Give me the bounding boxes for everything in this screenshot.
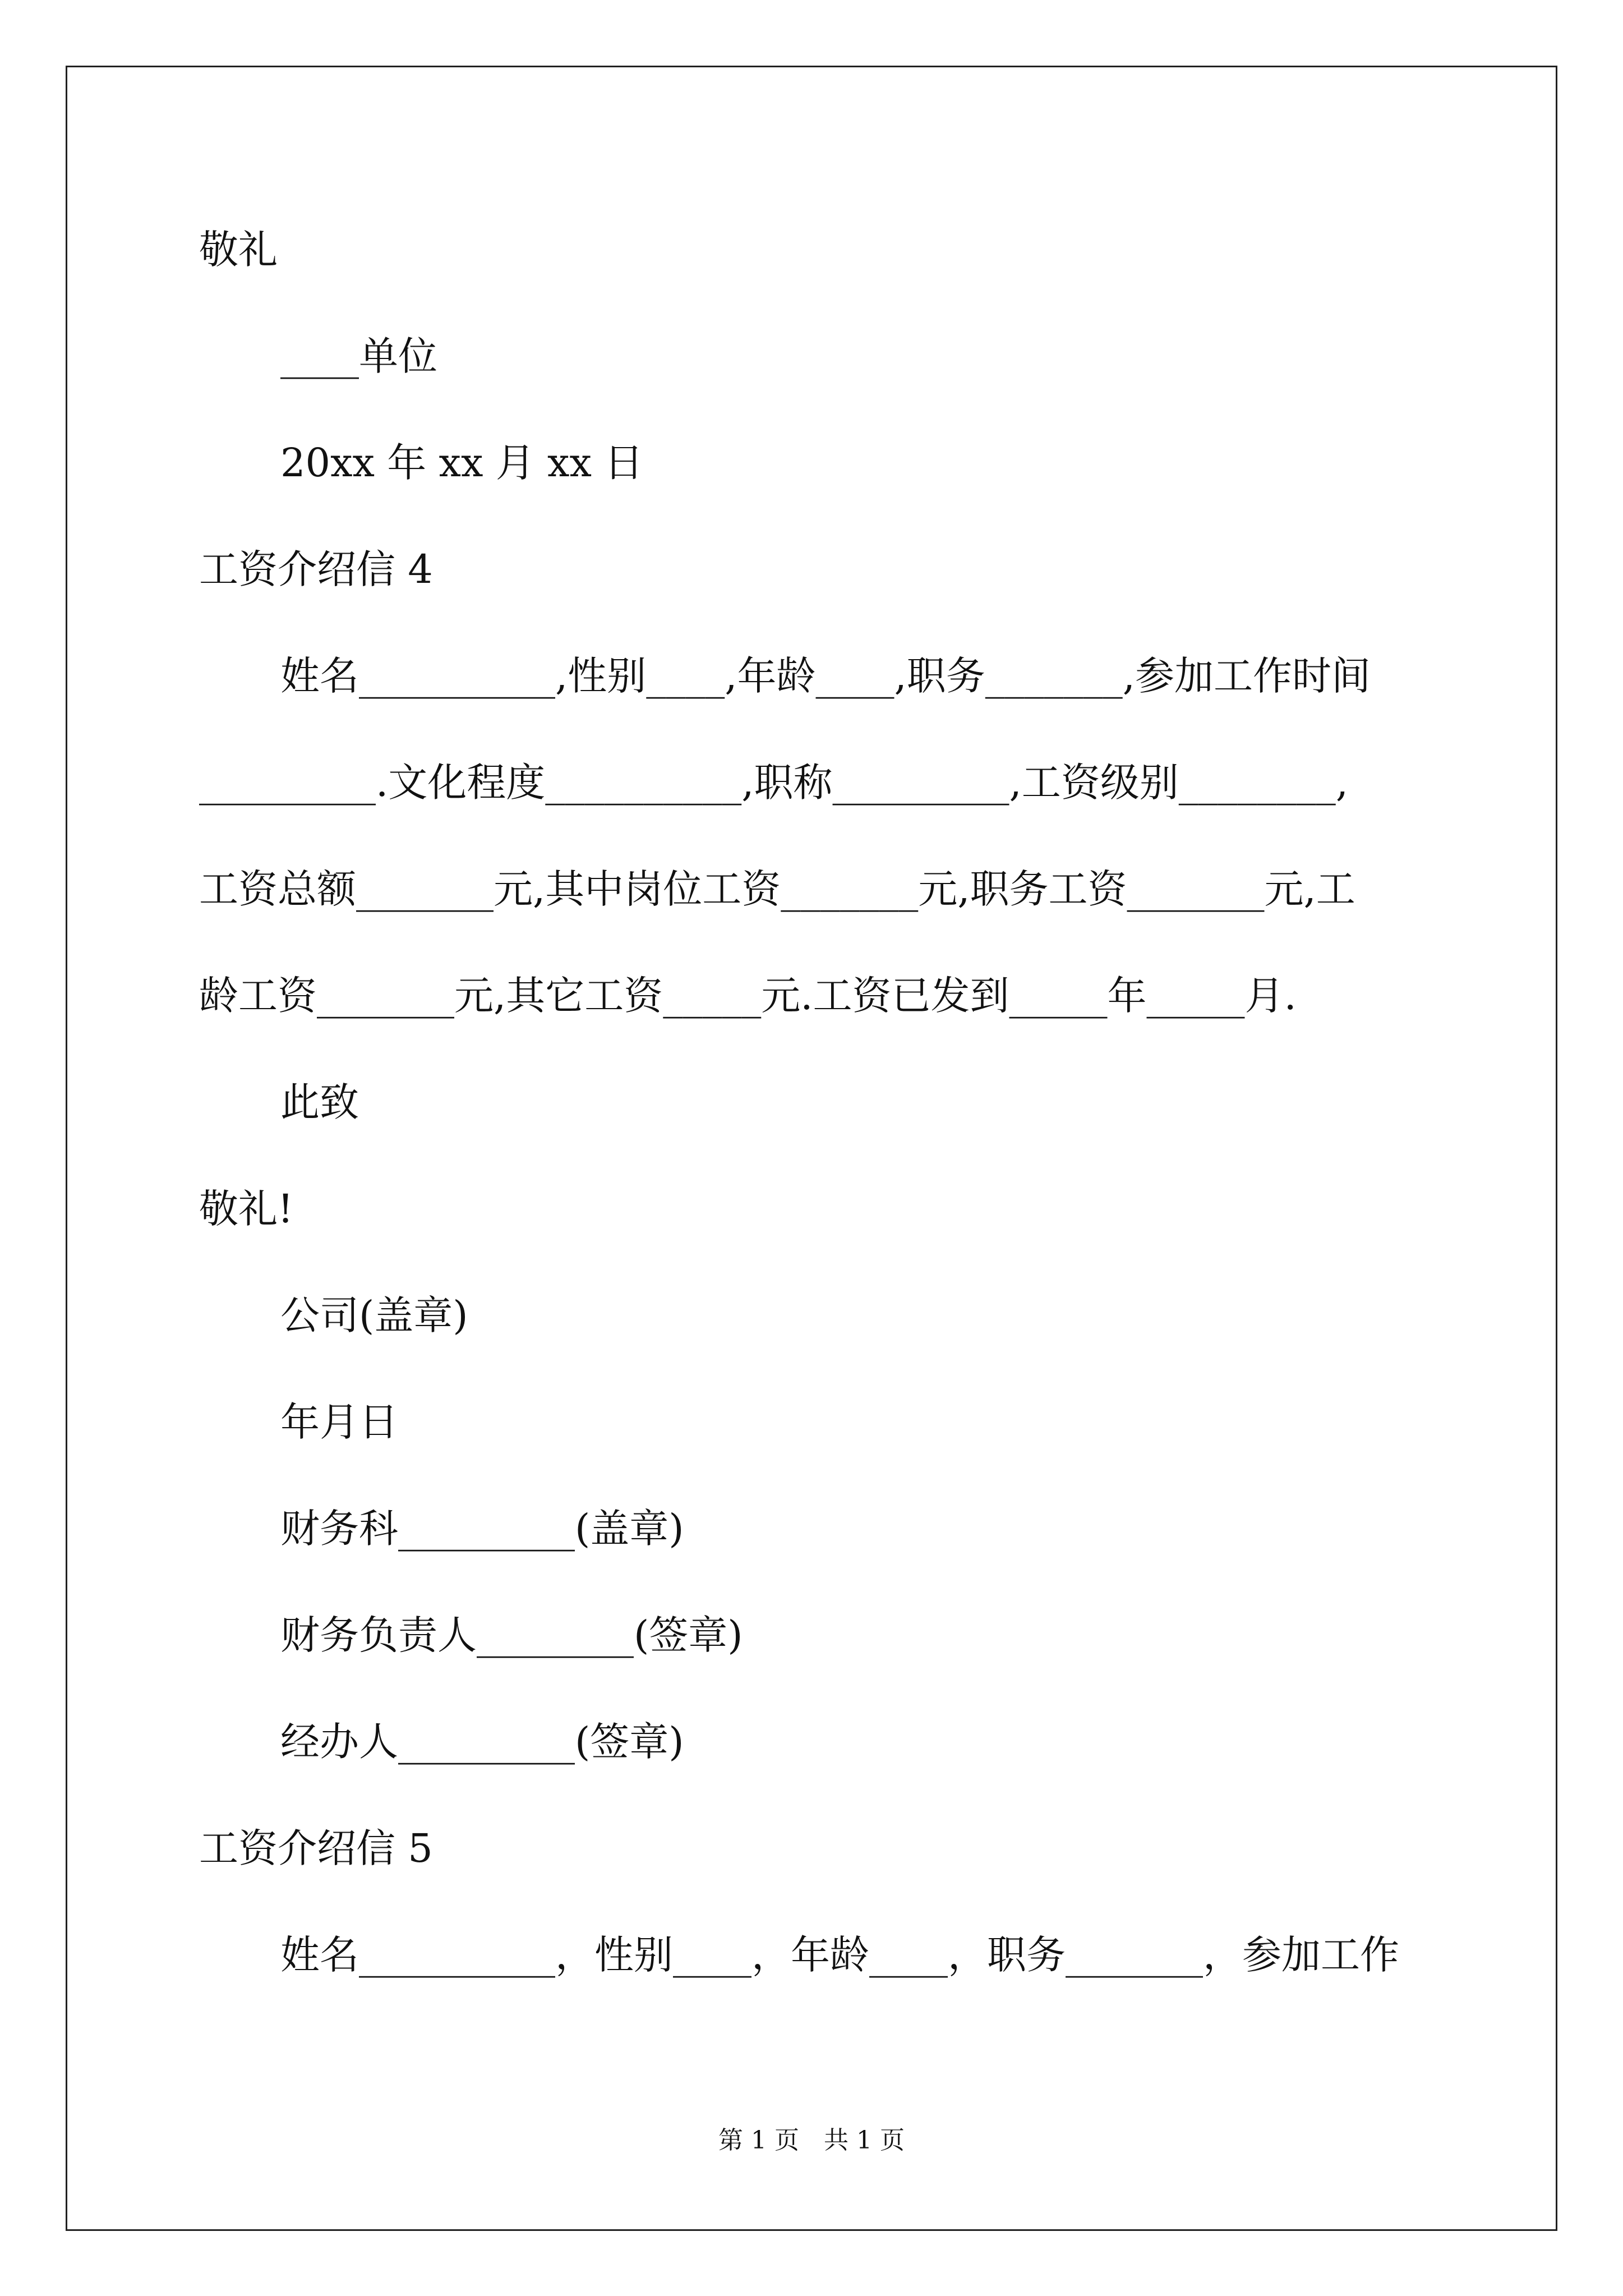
closing-phrase: 此致 xyxy=(280,1079,359,1125)
body-paragraph-line: 龄工资_______元,其它工资_____元.工资已发到_____年_____月. xyxy=(199,973,1297,1019)
page-number-footer: 第 1 页 共 1 页 xyxy=(718,2126,905,2155)
page-border xyxy=(66,66,1557,2231)
section-title-4: 工资介绍信 4 xyxy=(199,546,433,592)
closing-salutation: 敬礼! xyxy=(199,1186,294,1232)
closing-salutation: 敬礼 xyxy=(199,227,278,273)
handler-signature-line: 经办人_________(签章) xyxy=(280,1719,684,1765)
date-line: 年月日 xyxy=(280,1399,398,1445)
company-seal-line: 公司(盖章) xyxy=(280,1292,468,1338)
body-paragraph-line: 姓名__________,性别____,年龄____,职务_______,参加工作时间 xyxy=(280,653,1371,699)
body-paragraph-line: _________.文化程度__________,职称_________,工资级别________, xyxy=(199,760,1349,806)
body-paragraph-line: 姓名__________，性别____，年龄____，职务_______，参加工作 xyxy=(280,1932,1399,1978)
finance-head-signature-line: 财务负责人________(签章) xyxy=(280,1612,743,1658)
section-title-5: 工资介绍信 5 xyxy=(199,1825,433,1871)
body-paragraph-line: 工资总额_______元,其中岗位工资_______元,职务工资_______元,工 xyxy=(199,866,1355,912)
finance-dept-seal-line: 财务科_________(盖章) xyxy=(280,1506,684,1552)
issue-date: 20xx 年 xx 月 xx 日 xyxy=(280,440,644,486)
issuer-unit: ____单位 xyxy=(280,333,437,379)
